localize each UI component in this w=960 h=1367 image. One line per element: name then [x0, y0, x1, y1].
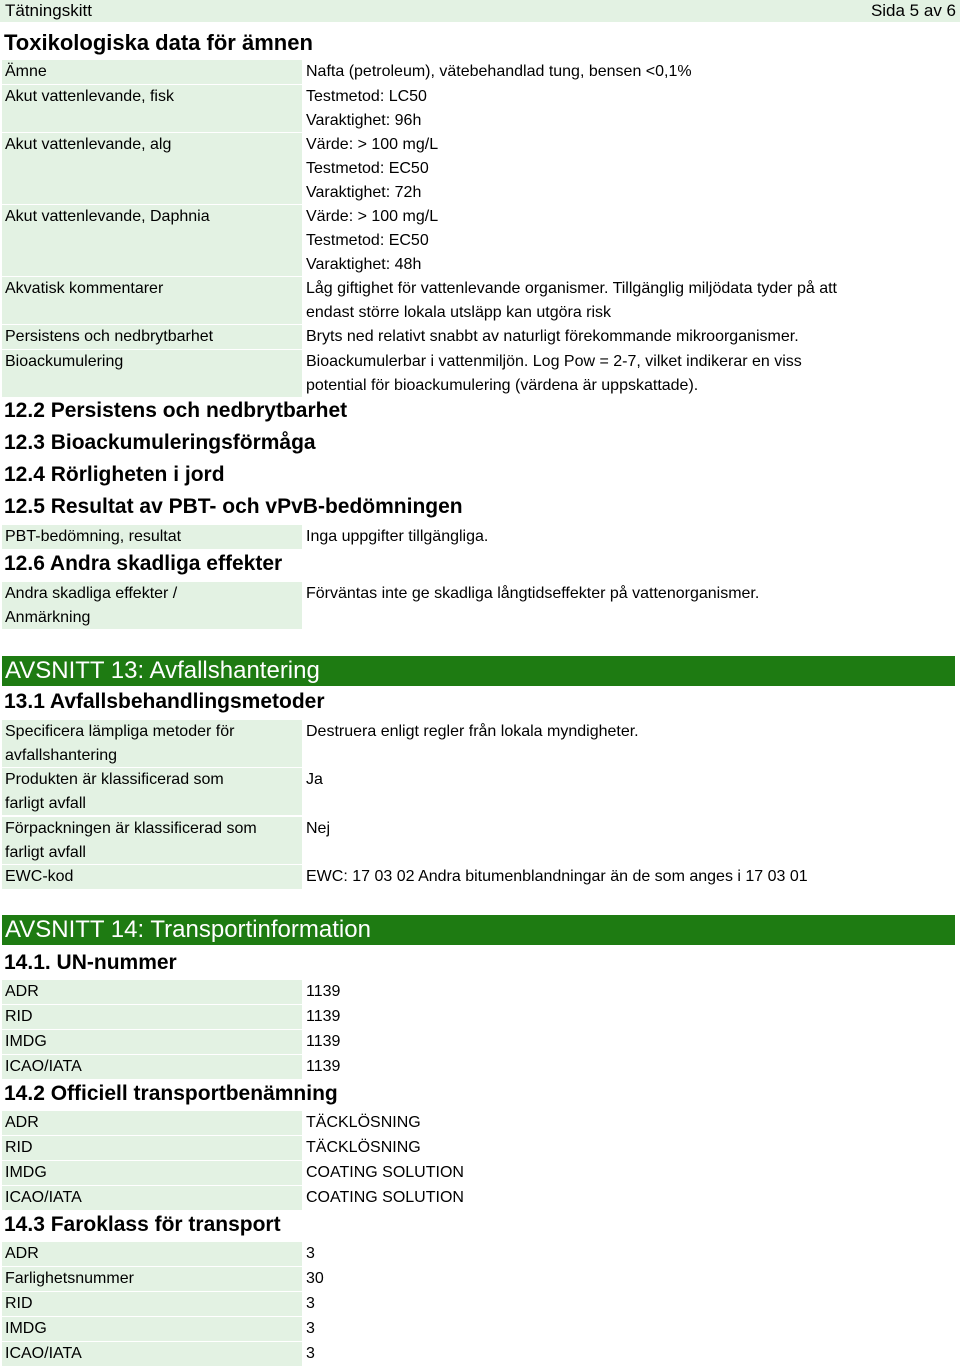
- section-heading: 12.4 Rörligheten i jord: [4, 463, 225, 486]
- transport-value: TÄCKLÖSNING: [306, 1114, 421, 1131]
- waste-value: EWC: 17 03 02 Andra bitumenblandningar än de som anges i 17 03 01: [306, 868, 808, 885]
- tox-label: Bioackumulering: [2, 350, 302, 397]
- transport-value: 30: [306, 1270, 324, 1287]
- transport-label: ADR: [2, 1111, 302, 1135]
- page-header: [0, 0, 960, 22]
- section-13-band: AVSNITT 13: Avfallshantering: [2, 656, 955, 686]
- section-14-band: AVSNITT 14: Transportinformation: [2, 915, 955, 945]
- other-effects-value: Förväntas inte ge skadliga långtidseffekter på vattenorganismer.: [306, 585, 760, 602]
- transport-label: IMDG: [2, 1161, 302, 1185]
- tox-value: Värde: > 100 mg/L Testmetod: EC50 Varaktighet: 48h: [306, 208, 439, 273]
- tox-heading: Toxikologiska data för ämnen: [4, 30, 313, 55]
- waste-value: Nej: [306, 820, 331, 837]
- waste-label: Förpackningen är klassificerad som farligt avfall: [2, 817, 302, 864]
- waste-label: EWC-kod: [2, 865, 302, 889]
- section-heading: 14.3 Faroklass för transport: [4, 1213, 281, 1236]
- tox-value: Bioackumulerbar i vattenmiljön. Log Pow = 2-7, vilket indikerar en viss potential för bioackumulering (värdena är uppskattade).: [306, 353, 802, 394]
- waste-label: Produkten är klassificerad som farligt avfall: [2, 768, 302, 815]
- transport-label: ICAO/IATA: [2, 1055, 302, 1079]
- transport-value: 3: [306, 1345, 315, 1362]
- transport-label: RID: [2, 1005, 302, 1029]
- transport-value: 1139: [306, 1033, 341, 1050]
- tox-label: Akvatisk kommentarer: [2, 277, 302, 324]
- waste-value: Ja: [306, 771, 323, 788]
- transport-label: ICAO/IATA: [2, 1342, 302, 1366]
- tox-value: Testmetod: LC50 Varaktighet: 96h: [306, 88, 427, 129]
- transport-value: COATING SOLUTION: [306, 1164, 464, 1181]
- tox-value: Bryts ned relativt snabbt av naturligt förekommande mikroorganismer.: [306, 328, 799, 345]
- document-title: Tätningskitt: [5, 1, 92, 20]
- transport-label: ADR: [2, 1242, 302, 1266]
- transport-value: 3: [306, 1245, 315, 1262]
- transport-value: 1139: [306, 983, 341, 1000]
- transport-label: ICAO/IATA: [2, 1186, 302, 1210]
- pbt-label: PBT-bedömning, resultat: [2, 525, 302, 549]
- tox-label: Ämne: [2, 60, 302, 84]
- transport-value: 3: [306, 1320, 315, 1337]
- tox-label: Akut vattenlevande, alg: [2, 133, 302, 204]
- section-heading: 12.3 Bioackumuleringsförmåga: [4, 431, 316, 454]
- tox-value: Låg giftighet för vattenlevande organismer. Tillgänglig miljödata tyder på att endast större lokala utsläpp kan utgöra risk: [306, 280, 837, 321]
- page-number: Sida 5 av 6: [870, 1, 956, 20]
- waste-label: Specificera lämpliga metoder för avfallshantering: [2, 720, 302, 767]
- transport-value: COATING SOLUTION: [306, 1189, 464, 1206]
- transport-label: RID: [2, 1136, 302, 1160]
- tox-value: Värde: > 100 mg/L Testmetod: EC50 Varaktighet: 72h: [306, 136, 439, 201]
- pbt-value: Inga uppgifter tillgängliga.: [306, 528, 489, 545]
- section-heading: 12.6 Andra skadliga effekter: [4, 552, 283, 575]
- section-heading: 14.1. UN-nummer: [4, 951, 177, 974]
- tox-label: Akut vattenlevande, Daphnia: [2, 205, 302, 276]
- transport-label: IMDG: [2, 1317, 302, 1341]
- transport-value: 1139: [306, 1058, 341, 1075]
- section-heading: 13.1 Avfallsbehandlingsmetoder: [4, 690, 325, 713]
- transport-label: RID: [2, 1292, 302, 1316]
- section-heading: 12.5 Resultat av PBT- och vPvB-bedömningen: [4, 495, 463, 518]
- tox-label: Akut vattenlevande, fisk: [2, 85, 302, 132]
- transport-label: ADR: [2, 980, 302, 1004]
- tox-value: Nafta (petroleum), vätebehandlad tung, bensen <0,1%: [306, 63, 692, 80]
- waste-value: Destruera enligt regler från lokala myndigheter.: [306, 723, 639, 740]
- transport-value: 1139: [306, 1008, 341, 1025]
- tox-label: Persistens och nedbrytbarhet: [2, 325, 302, 349]
- transport-value: TÄCKLÖSNING: [306, 1139, 421, 1156]
- transport-label: Farlighetsnummer: [2, 1267, 302, 1291]
- section-heading: 12.2 Persistens och nedbrytbarhet: [4, 399, 348, 422]
- transport-value: 3: [306, 1295, 315, 1312]
- transport-label: IMDG: [2, 1030, 302, 1054]
- section-heading: 14.2 Officiell transportbenämning: [4, 1082, 338, 1105]
- other-effects-label: Andra skadliga effekter / Anmärkning: [2, 582, 302, 629]
